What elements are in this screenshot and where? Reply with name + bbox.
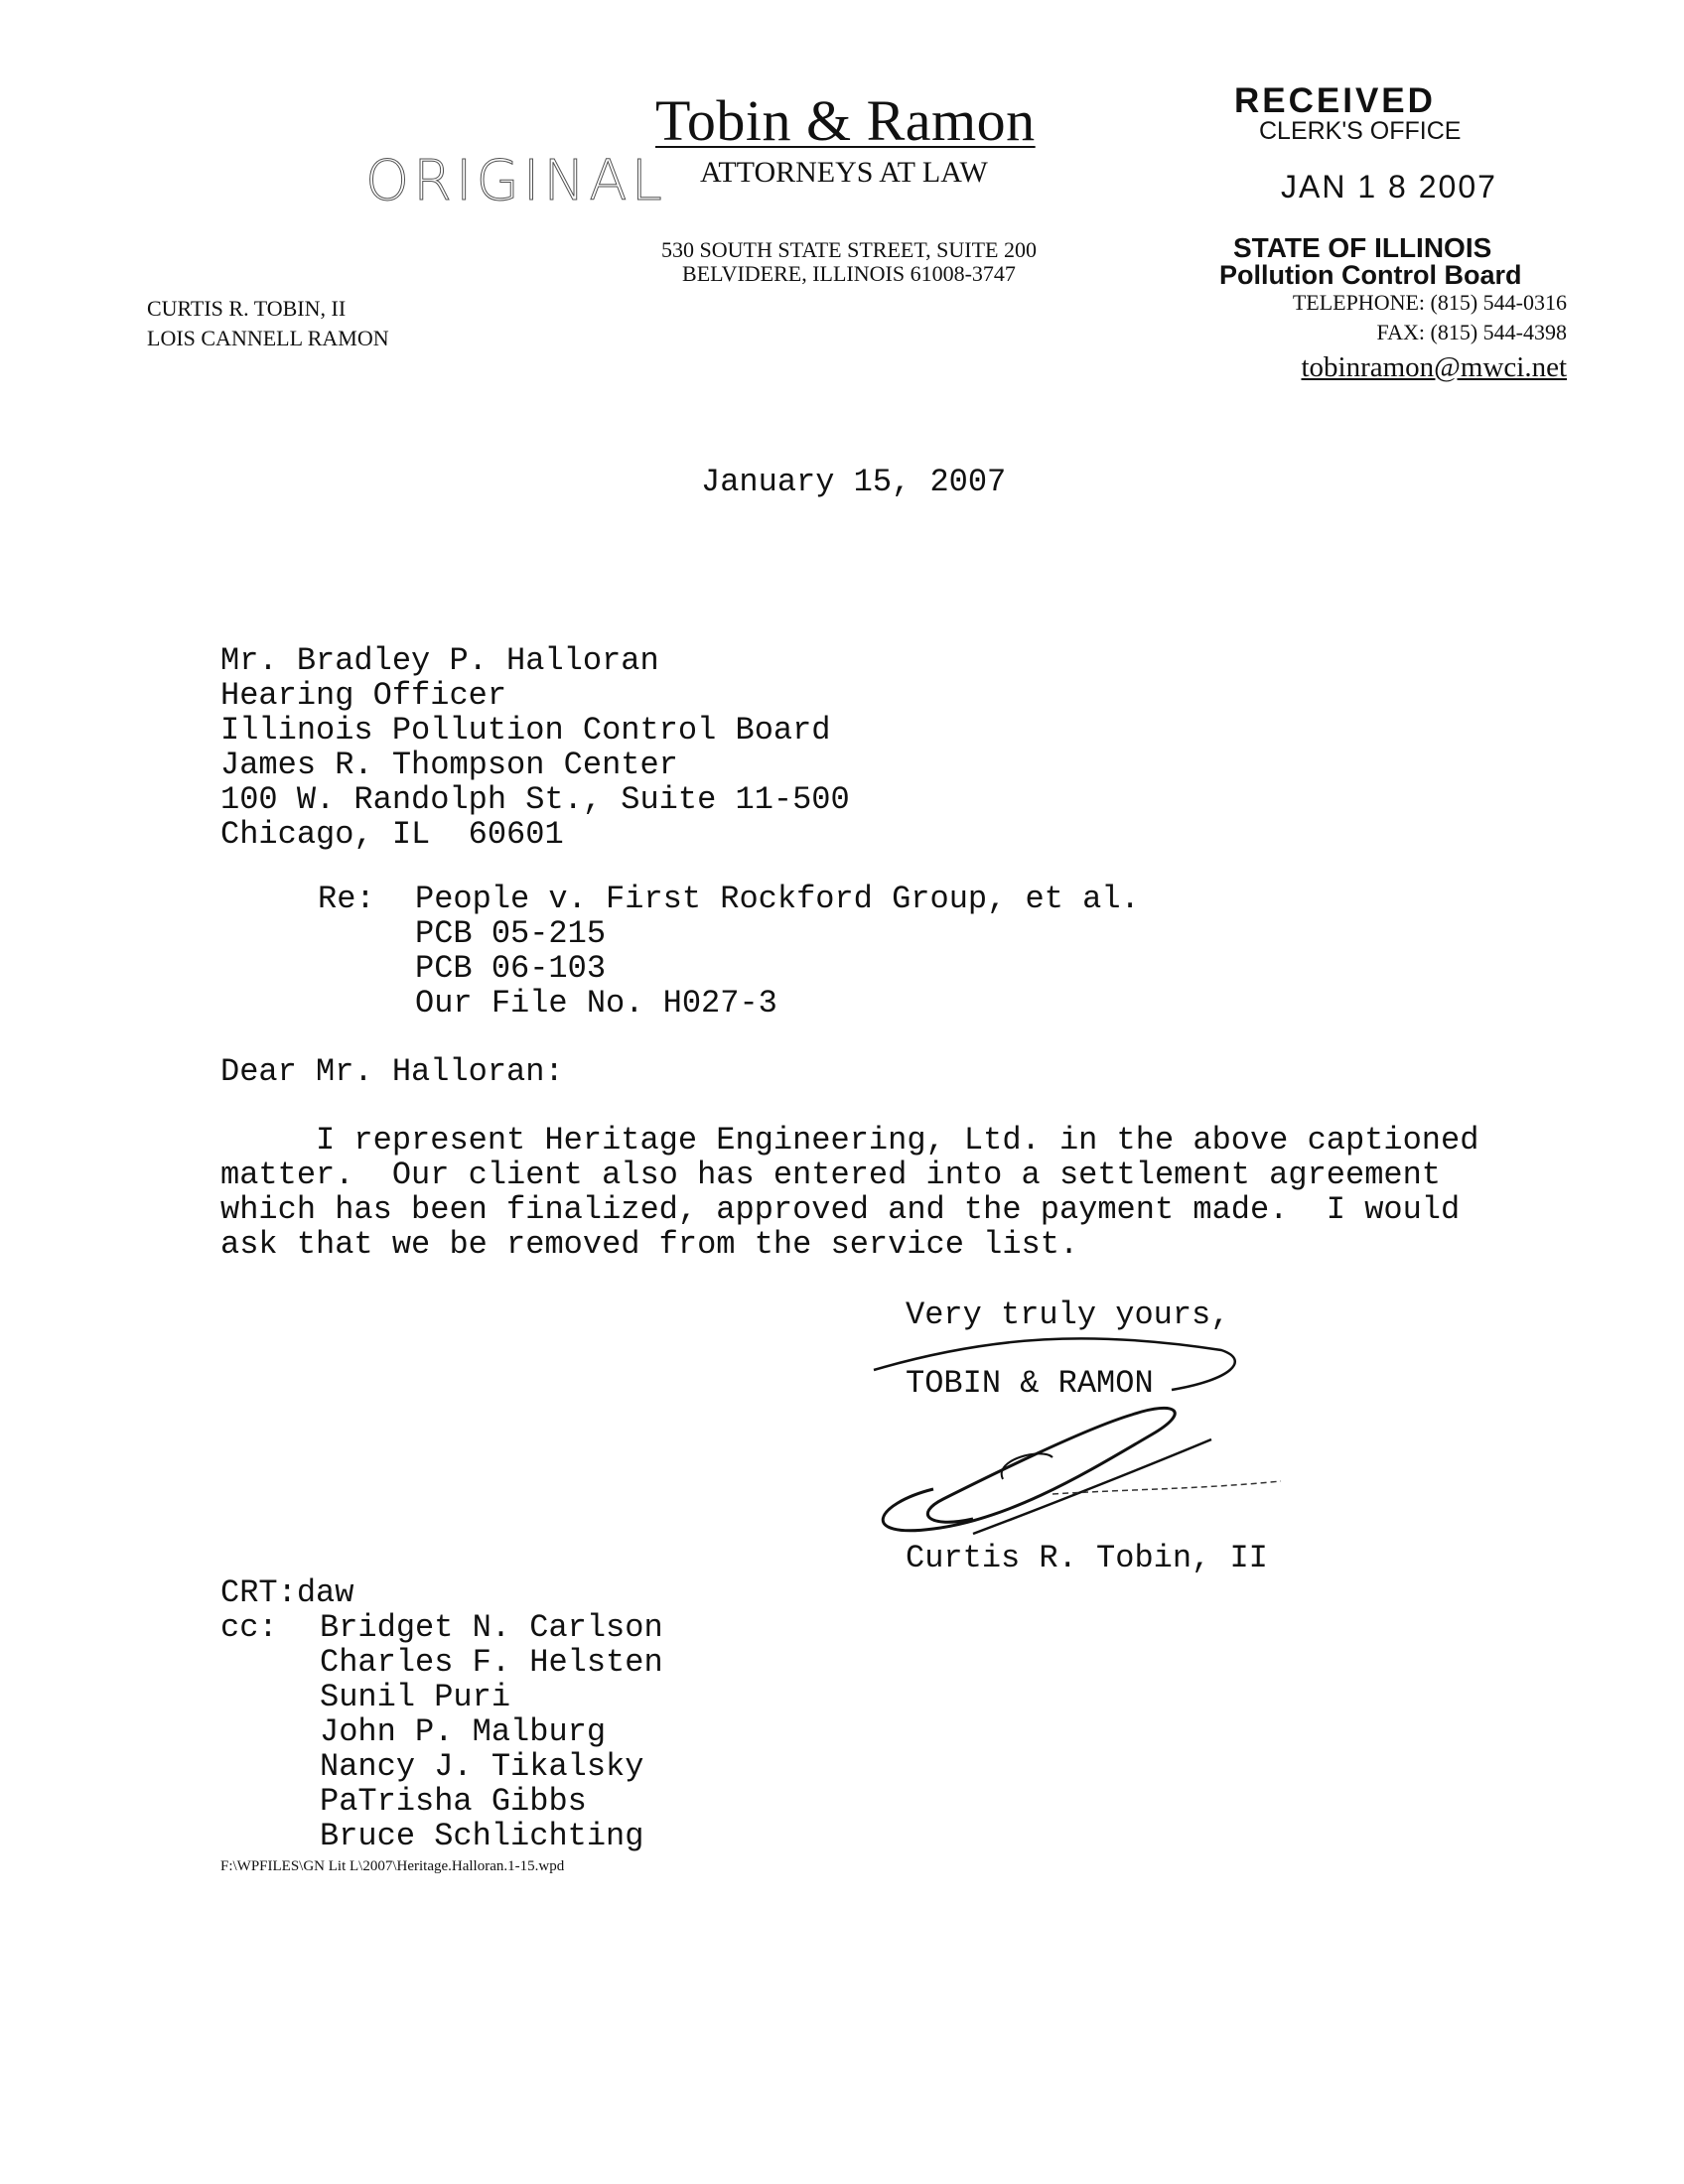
email-link[interactable]: tobinramon@mwci.net: [1301, 351, 1567, 383]
recipient-address: Mr. Bradley P. Halloran Hearing Officer Illinois Pollution Control Board James R. Thompson Center 100 W. Randolph St., Suite 11-500 Chicago, IL 60601: [220, 642, 850, 853]
firm-signature-line: TOBIN & RAMON: [906, 1365, 1154, 1402]
salutation: Dear Mr. Halloran:: [220, 1053, 564, 1090]
attorney-name: CURTIS R. TOBIN, II: [147, 296, 347, 321]
re-label: Re:: [318, 881, 375, 917]
signer-name: Curtis R. Tobin, II: [906, 1540, 1268, 1576]
re-subject: People v. First Rockford Group, et al. PCB 05-215 PCB 06-103 Our File No. H027-3: [415, 881, 1140, 1022]
address-line-1: 530 SOUTH STATE STREET, SUITE 200: [661, 237, 1037, 262]
received-stamp-office: CLERK'S OFFICE: [1259, 117, 1462, 145]
letter-date: January 15, 2007: [701, 464, 1007, 500]
address-line-2: BELVIDERE, ILLINOIS 61008-3747: [682, 261, 1016, 286]
cc-label: cc:: [220, 1609, 278, 1646]
handwritten-signature: [854, 1330, 1291, 1549]
closing: Very truly yours,: [906, 1297, 1230, 1333]
fax: FAX: (815) 544-4398: [1376, 320, 1567, 344]
received-stamp-title: RECEIVED: [1234, 81, 1436, 120]
telephone: TELEPHONE: (815) 544-0316: [1292, 290, 1567, 315]
received-stamp-state: STATE OF ILLINOIS: [1233, 232, 1492, 263]
firm-name: Tobin & Ramon: [655, 88, 1036, 153]
attorney-names: [147, 294, 389, 353]
received-stamp-date: JAN 1 8 2007: [1281, 169, 1497, 205]
cc-recipients: Bridget N. Carlson Charles F. Helsten Sunil Puri John P. Malburg Nancy J. Tikalsky PaTrisha Gibbs Bruce Schlichting: [320, 1609, 663, 1854]
attorney-name: LOIS CANNELL RAMON: [147, 326, 389, 350]
typist-initials: CRT:daw: [220, 1574, 354, 1611]
letter-body: I represent Heritage Engineering, Ltd. in the above captioned matter. Our client also has entered into a settlement agreement which has been finalized, approved and the payment made. I would ask that we be removed from the service list.: [220, 1122, 1479, 1263]
firm-subtitle: ATTORNEYS AT LAW: [700, 156, 988, 189]
firm-address: [635, 238, 1062, 286]
firm-contact: [1239, 288, 1567, 347]
file-path: F:\WPFILES\GN Lit L\2007\Heritage.Halloran.1-15.wpd: [220, 1858, 565, 1874]
original-stamp: ORIGINAL: [365, 149, 666, 213]
received-stamp-board: Pollution Control Board: [1219, 260, 1522, 290]
